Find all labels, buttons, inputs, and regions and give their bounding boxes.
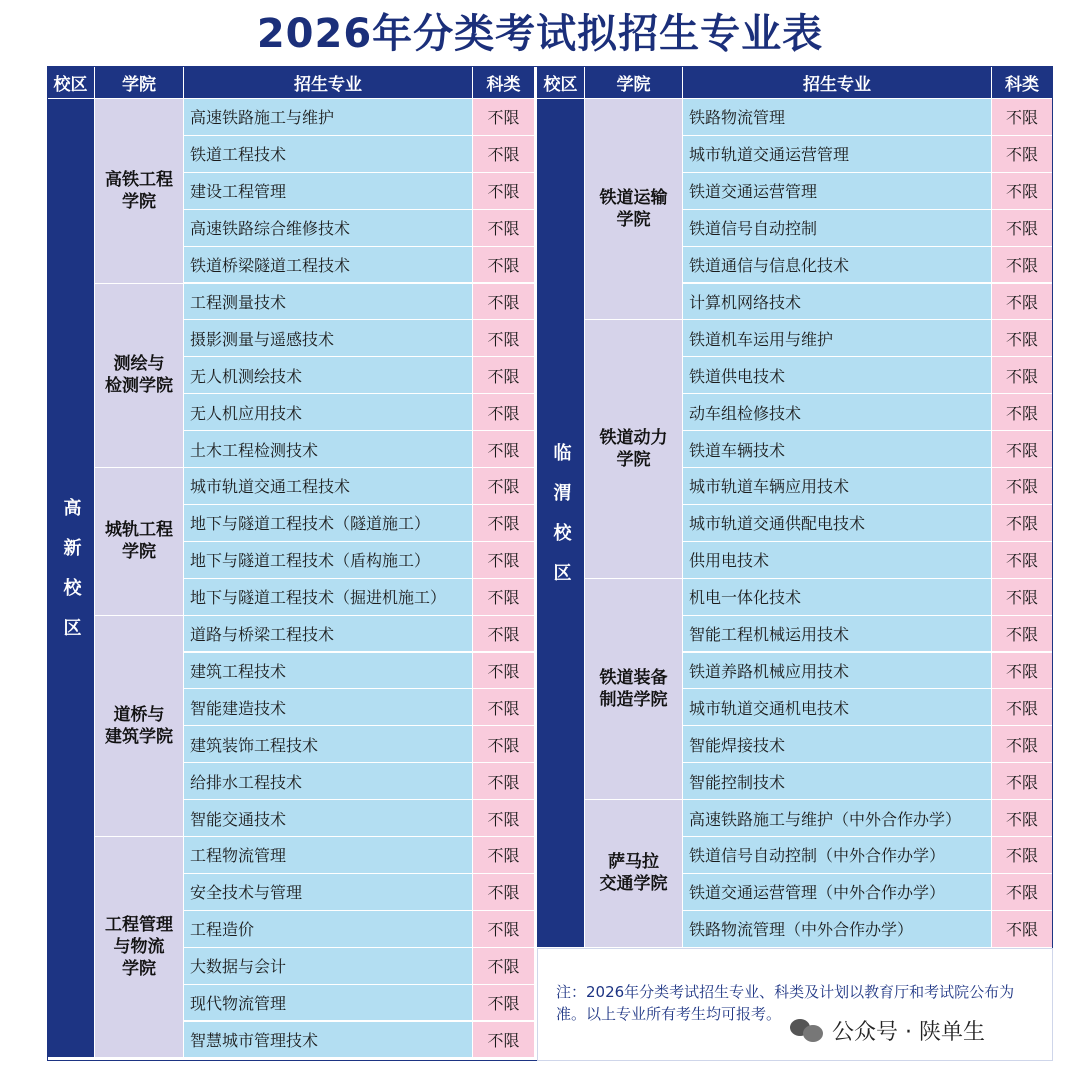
major-cell: 城市轨道交通供配电技术 — [683, 505, 992, 542]
major-cell: 摄影测量与遥感技术 — [184, 320, 473, 357]
subject-cell: 不限 — [473, 136, 535, 173]
subject-cell: 不限 — [992, 136, 1053, 173]
major-cell: 道路与桥梁工程技术 — [184, 616, 473, 653]
major-cell: 工程物流管理 — [184, 837, 473, 874]
subject-cell: 不限 — [473, 542, 535, 579]
college-cell: 测绘与 检测学院 — [95, 284, 184, 469]
major-cell: 智能建造技术 — [184, 689, 473, 726]
major-cell: 智能交通技术 — [184, 800, 473, 837]
subject-cell: 不限 — [473, 247, 535, 284]
major-cell: 安全技术与管理 — [184, 874, 473, 911]
subject-cell: 不限 — [473, 579, 535, 616]
subject-cell: 不限 — [992, 505, 1053, 542]
major-cell: 铁道交通运营管理（中外合作办学） — [683, 874, 992, 911]
major-cell: 工程造价 — [184, 911, 473, 948]
major-cell: 铁道桥梁隧道工程技术 — [184, 247, 473, 284]
campus-cell: 临渭校区 — [537, 99, 585, 948]
subject-cell: 不限 — [473, 689, 535, 726]
major-cell: 铁路物流管理 — [683, 99, 992, 136]
major-cell: 给排水工程技术 — [184, 763, 473, 800]
subject-cell: 不限 — [473, 763, 535, 800]
subject-cell: 不限 — [473, 985, 535, 1022]
major-cell: 工程测量技术 — [184, 284, 473, 321]
major-cell: 智慧城市管理技术 — [184, 1022, 473, 1059]
subject-cell: 不限 — [992, 173, 1053, 210]
subject-cell: 不限 — [473, 431, 535, 468]
college-cell: 道桥与 建筑学院 — [95, 616, 184, 837]
major-cell: 铁道供电技术 — [683, 357, 992, 394]
major-cell: 高速铁路施工与维护（中外合作办学） — [683, 800, 992, 837]
college-cell: 铁道动力 学院 — [585, 320, 683, 578]
subject-cell: 不限 — [992, 210, 1053, 247]
subject-cell: 不限 — [992, 431, 1053, 468]
major-cell: 铁道养路机械应用技术 — [683, 653, 992, 690]
subject-cell: 不限 — [992, 284, 1053, 321]
header-college: 学院 — [95, 66, 184, 99]
subject-cell: 不限 — [992, 911, 1053, 948]
subject-cell: 不限 — [473, 1022, 535, 1059]
major-cell: 高速铁路综合维修技术 — [184, 210, 473, 247]
subject-cell: 不限 — [992, 726, 1053, 763]
major-cell: 智能控制技术 — [683, 763, 992, 800]
header-major: 招生专业 — [184, 66, 473, 99]
subject-cell: 不限 — [992, 247, 1053, 284]
subject-cell: 不限 — [992, 99, 1053, 136]
subject-cell: 不限 — [473, 357, 535, 394]
header-campus: 校区 — [47, 66, 95, 99]
subject-cell: 不限 — [473, 468, 535, 505]
major-cell: 现代物流管理 — [184, 985, 473, 1022]
major-cell: 城市轨道交通工程技术 — [184, 468, 473, 505]
major-cell: 城市轨道交通机电技术 — [683, 689, 992, 726]
major-cell: 铁道信号自动控制（中外合作办学） — [683, 837, 992, 874]
subject-cell: 不限 — [473, 911, 535, 948]
subject-cell: 不限 — [473, 320, 535, 357]
subject-cell: 不限 — [992, 320, 1053, 357]
watermark — [790, 1012, 985, 1048]
major-cell: 建筑工程技术 — [184, 653, 473, 690]
college-cell: 萨马拉 交通学院 — [585, 800, 683, 948]
subject-cell: 不限 — [992, 579, 1053, 616]
subject-cell: 不限 — [992, 837, 1053, 874]
wechat-icon — [790, 1017, 824, 1043]
subject-cell: 不限 — [473, 800, 535, 837]
major-cell: 铁道通信与信息化技术 — [683, 247, 992, 284]
subject-cell: 不限 — [992, 689, 1053, 726]
major-cell: 城市轨道交通运营管理 — [683, 136, 992, 173]
subject-cell: 不限 — [992, 357, 1053, 394]
subject-cell: 不限 — [992, 616, 1053, 653]
major-cell: 智能焊接技术 — [683, 726, 992, 763]
major-cell: 土木工程检测技术 — [184, 431, 473, 468]
college-cell: 高铁工程 学院 — [95, 99, 184, 284]
major-cell: 地下与隧道工程技术（掘进机施工） — [184, 579, 473, 616]
subject-cell: 不限 — [473, 173, 535, 210]
subject-cell: 不限 — [992, 468, 1053, 505]
header-major: 招生专业 — [683, 66, 992, 99]
major-cell: 无人机应用技术 — [184, 394, 473, 431]
subject-cell: 不限 — [992, 542, 1053, 579]
subject-cell: 不限 — [473, 874, 535, 911]
subject-cell: 不限 — [473, 726, 535, 763]
header-campus: 校区 — [537, 66, 585, 99]
major-cell: 铁道交通运营管理 — [683, 173, 992, 210]
subject-cell: 不限 — [473, 837, 535, 874]
college-cell: 城轨工程 学院 — [95, 468, 184, 616]
major-cell: 铁道车辆技术 — [683, 431, 992, 468]
major-cell: 建筑装饰工程技术 — [184, 726, 473, 763]
major-cell: 地下与隧道工程技术（隧道施工） — [184, 505, 473, 542]
major-cell: 城市轨道车辆应用技术 — [683, 468, 992, 505]
major-cell: 供用电技术 — [683, 542, 992, 579]
subject-cell: 不限 — [992, 874, 1053, 911]
major-cell: 铁道工程技术 — [184, 136, 473, 173]
subject-cell: 不限 — [992, 394, 1053, 431]
subject-cell: 不限 — [992, 653, 1053, 690]
subject-cell: 不限 — [992, 800, 1053, 837]
major-cell: 铁道信号自动控制 — [683, 210, 992, 247]
major-cell: 智能工程机械运用技术 — [683, 616, 992, 653]
subject-cell: 不限 — [473, 394, 535, 431]
subject-cell: 不限 — [473, 616, 535, 653]
major-cell: 计算机网络技术 — [683, 284, 992, 321]
subject-cell: 不限 — [992, 763, 1053, 800]
college-cell: 铁道运输 学院 — [585, 99, 683, 320]
page-title: 2026年分类考试拟招生专业表 — [256, 11, 824, 57]
major-cell: 无人机测绘技术 — [184, 357, 473, 394]
subject-cell: 不限 — [473, 653, 535, 690]
subject-cell: 不限 — [473, 99, 535, 136]
footnote: 注：2026年分类考试招生专业、科类及计划以教育厅和考试院公布为准。以上专业所有考生均可报考。 — [537, 948, 1053, 1061]
major-cell: 铁路物流管理（中外合作办学） — [683, 911, 992, 948]
major-cell: 高速铁路施工与维护 — [184, 99, 473, 136]
major-cell: 大数据与会计 — [184, 948, 473, 985]
subject-cell: 不限 — [473, 210, 535, 247]
header-college: 学院 — [585, 66, 683, 99]
campus-cell: 高新校区 — [47, 99, 95, 1058]
subject-cell: 不限 — [473, 284, 535, 321]
subject-cell: 不限 — [473, 505, 535, 542]
header-subject: 科类 — [473, 66, 535, 99]
college-cell: 工程管理 与物流 学院 — [95, 837, 184, 1058]
major-cell: 动车组检修技术 — [683, 394, 992, 431]
major-cell: 建设工程管理 — [184, 173, 473, 210]
subject-cell: 不限 — [473, 948, 535, 985]
major-cell: 机电一体化技术 — [683, 579, 992, 616]
college-cell: 铁道装备 制造学院 — [585, 579, 683, 800]
watermark-text: 公众号 · 陕单生 — [832, 1019, 985, 1045]
major-cell: 地下与隧道工程技术（盾构施工） — [184, 542, 473, 579]
major-cell: 铁道机车运用与维护 — [683, 320, 992, 357]
header-subject: 科类 — [992, 66, 1053, 99]
